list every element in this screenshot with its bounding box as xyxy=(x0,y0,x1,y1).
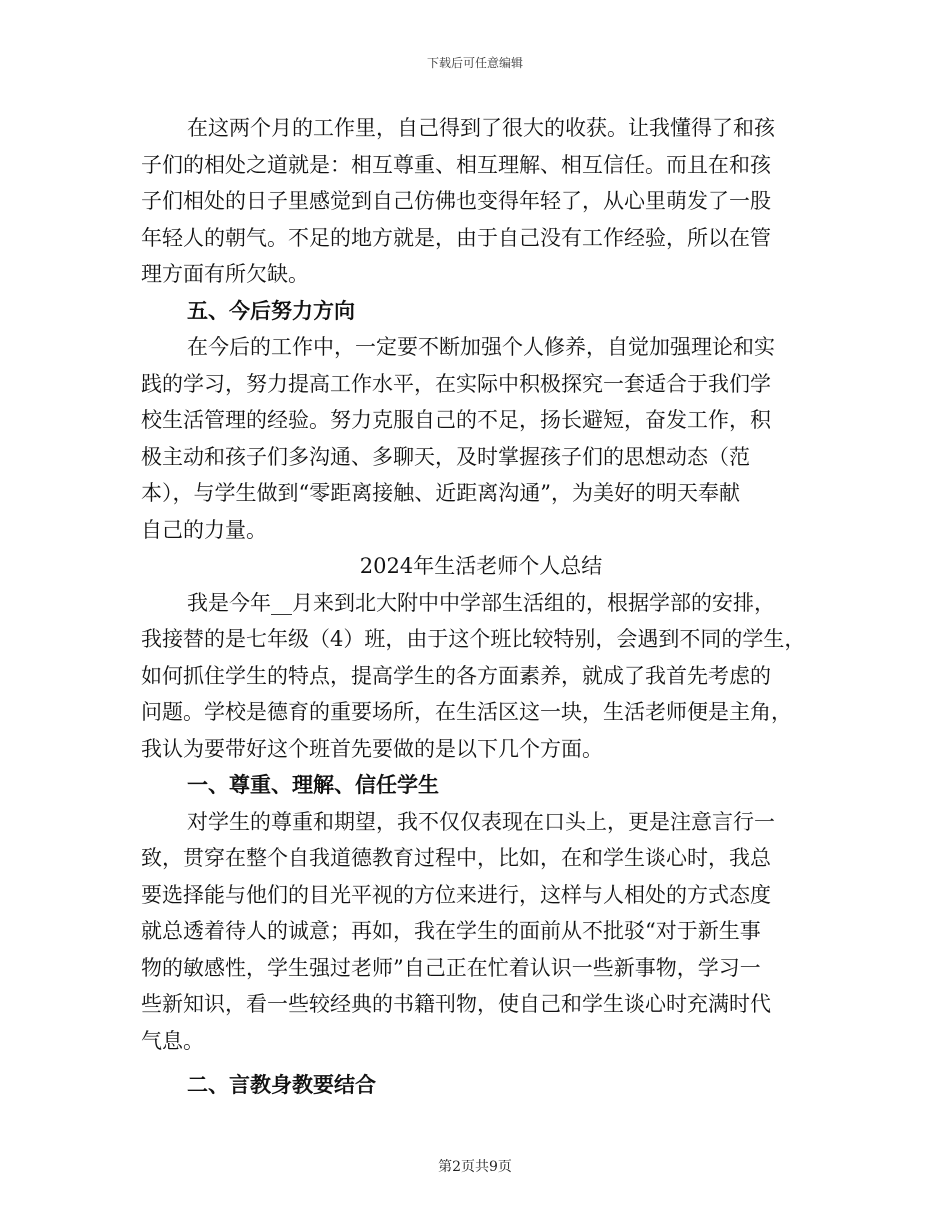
text-line: 气息。 xyxy=(141,1028,204,1053)
text-line: 物的敏感性，学生强过老师”自己正在忙着认识一些新事物，学习一 xyxy=(141,955,761,980)
text-line: 如何抓住学生的特点，提高学生的各方面素养，就成了我首先考虑的 xyxy=(141,663,771,688)
text-line: 年轻人的朝气。不足的地方就是，由于自己没有工作经验，所以在管 xyxy=(141,225,771,250)
text-line: 致，贯穿在整个自我道德教育过程中，比如，在和学生谈心时，我总 xyxy=(141,846,771,870)
text-line: 问题。学校是德育的重要场所，在生活区这一块，生活老师便是主角， xyxy=(141,700,792,724)
paragraph-gains xyxy=(141,110,821,293)
text-line: 我接替的是七年级（4）班，由于这个班比较特别，会遇到不同的学生， xyxy=(141,627,806,651)
text-line: 要选择能与他们的目光平视的方位来进行，这样与人相处的方式态度 xyxy=(141,882,771,907)
text-line: 校生活管理的经验。努力克服自己的不足，扬长避短，奋发工作，积 xyxy=(141,408,771,432)
paragraph-future xyxy=(141,329,821,548)
paragraph-respect xyxy=(141,804,821,1060)
document-title: 2024年生活老师个人总结 xyxy=(359,554,603,578)
text-line: 在今后的工作中，一定要不断加强个人修养，自觉加强理论和实 xyxy=(187,335,775,359)
text-line: 自己的力量。 xyxy=(141,517,267,542)
text-line: 理方面有所欠缺。 xyxy=(141,262,309,286)
section-heading-teaching: 二、言教身教要结合 xyxy=(187,1072,376,1097)
document-body xyxy=(141,110,821,1104)
section-heading-future: 五、今后努力方向 xyxy=(187,297,355,323)
text-line: 对学生的尊重和期望，我不仅仅表现在口头上，更是注意言行一 xyxy=(187,809,775,834)
text-line: 本），与学生做到“零距离接触、近距离沟通”，为美好的明天奉献 xyxy=(141,481,740,505)
text-line: 极主动和孩子们多沟通、多聊天，及时掌握孩子们的思想动态（范 xyxy=(141,444,750,469)
page-footer: 第2页共9页 xyxy=(438,1159,512,1175)
text-line: 些新知识，看一些较经典的书籍刊物，使自己和学生谈心时充满时代 xyxy=(141,992,771,1016)
page-header: 下载后可任意编辑 xyxy=(426,56,523,70)
text-line: 就总透着待人的诚意；再如，我在学生的面前从不批驳“对于新生事 xyxy=(141,919,761,943)
section-heading-respect: 一、尊重、理解、信任学生 xyxy=(187,772,439,797)
text-line: 在这两个月的工作里，自己得到了很大的收获。让我懂得了和孩 xyxy=(187,116,775,140)
spacer xyxy=(141,1059,821,1067)
text-line: 子们相处的日子里感觉到自己仿佛也变得年轻了，从心里萌发了一股 xyxy=(141,189,771,213)
text-line: 我是今年__月来到北大附中中学部生活组的，根据学部的安排， xyxy=(187,590,775,615)
text-line: 我认为要带好这个班首先要做的是以下几个方面。 xyxy=(141,736,603,761)
paragraph-intro xyxy=(141,585,821,768)
text-line: 子们的相处之道就是：相互尊重、相互理解、相互信任。而且在和孩 xyxy=(141,152,771,177)
text-line: 践的学习，努力提高工作水平，在实际中积极探究一套适合于我们学 xyxy=(141,371,771,396)
